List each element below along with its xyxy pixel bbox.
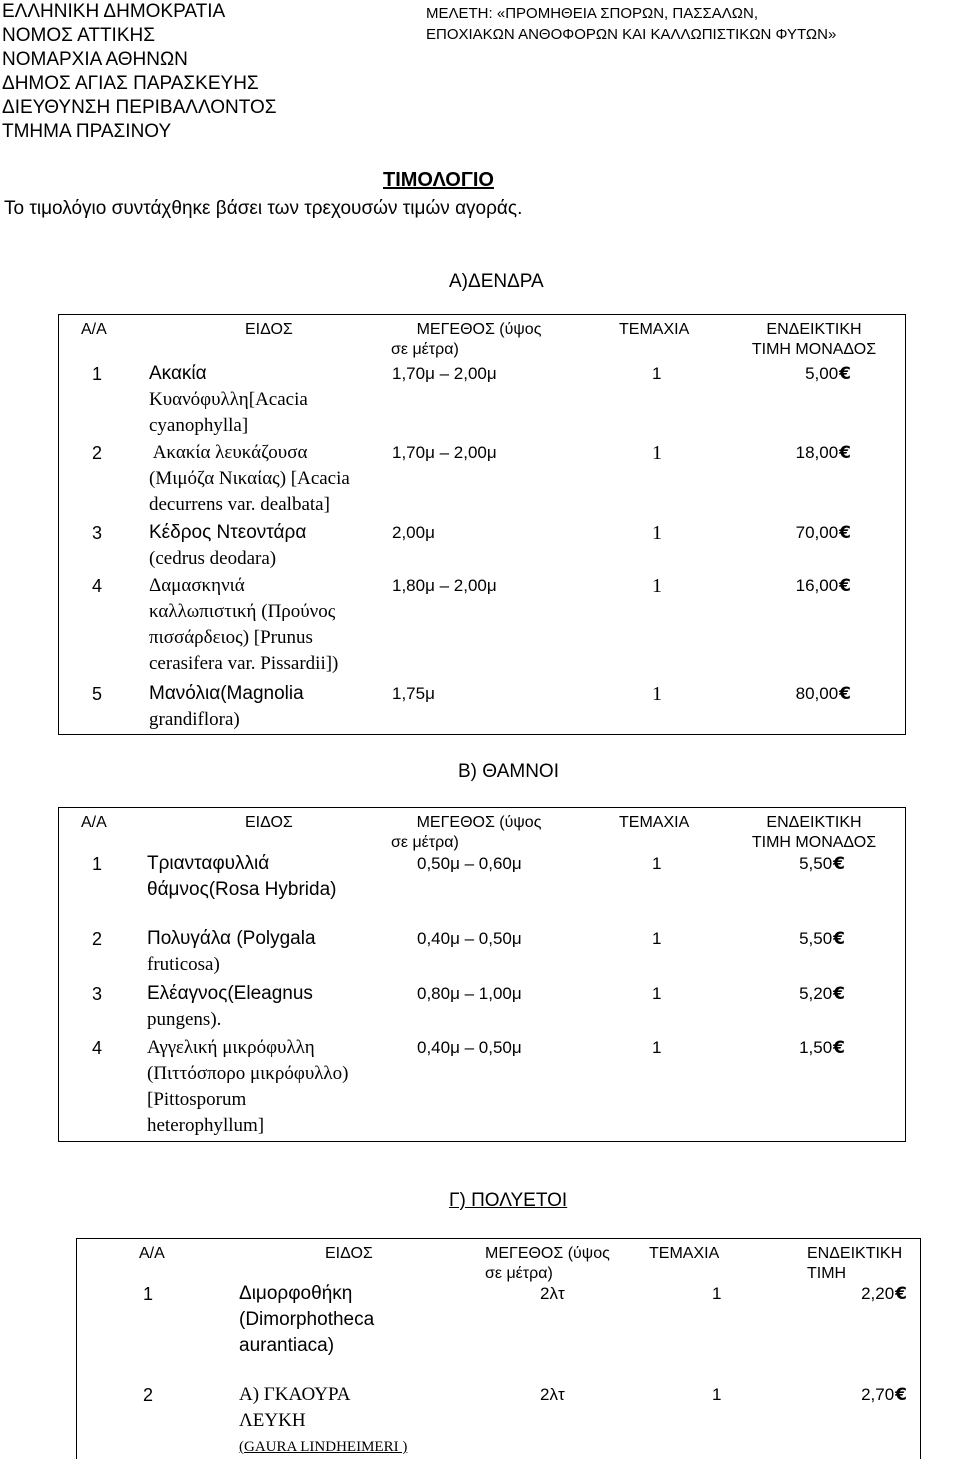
price-value: 18,00: [795, 443, 839, 462]
price-value: 2,70: [861, 1385, 895, 1404]
item-price: [759, 1035, 845, 1061]
item-size: 1,75μ: [392, 684, 435, 703]
study-header: [426, 3, 836, 45]
header-price-line-1: ΕΝΔΕΙΚΤΙΚΗ: [766, 814, 862, 831]
item-size: 0,50μ – 0,60μ: [417, 854, 522, 873]
header-item: ΕΙΔΟΣ: [245, 321, 293, 338]
item-qty: 1: [652, 575, 662, 597]
item-qty: 1: [712, 1284, 722, 1303]
item-name-line: fruticosa): [147, 954, 220, 975]
item-name-line: Τριανταφυλλιά: [147, 853, 270, 874]
item-size: 2,00μ: [392, 523, 435, 542]
header-price-line-1: ΕΝΔΕΙΚΤΙΚΗ: [766, 321, 862, 338]
item-name: [149, 681, 304, 733]
perennials-price-table: [76, 1238, 921, 1459]
document-subtitle: Το τιμολόγιο συντάχθηκε βάσει των τρεχουσών τιμών αγοράς.: [4, 198, 523, 219]
euro-icon: €: [833, 929, 845, 949]
row-number: 4: [92, 576, 103, 596]
study-line-2: ΕΠΟΧΙΑΚΩΝ ΑΝΘΟΦΟΡΩΝ ΚΑΙ ΚΑΛΛΩΠΙΣΤΙΚΩΝ ΦΥΤΩΝ»: [426, 26, 837, 43]
item-size: 1,70μ – 2,00μ: [392, 364, 497, 383]
item-name-line: Κέδρος Ντεοντάρα: [149, 522, 307, 543]
item-price: [759, 681, 851, 707]
header-size-line-1: ΜΕΓΕΘΟΣ (ύψος: [416, 814, 542, 831]
section-c-title: Γ) ΠΟΛΥΕΤΟΙ: [449, 1190, 568, 1211]
header-aa: Α/Α: [81, 814, 107, 831]
item-name-line: cerasifera var. Pissardii]): [149, 653, 339, 674]
item-qty: 1: [652, 442, 662, 464]
header-qty: ΤΕΜΑΧΙΑ: [619, 814, 690, 831]
item-name-line: (Πιττόσπορο μικρόφυλλο): [147, 1063, 349, 1084]
row-number: 4: [92, 1038, 103, 1058]
item-qty: 1: [652, 984, 662, 1003]
item-qty: 1: [652, 854, 662, 873]
shrubs-price-table: [58, 807, 906, 1142]
header-qty: ΤΕΜΑΧΙΑ: [649, 1245, 720, 1262]
item-size: 1,70μ – 2,00μ: [392, 443, 497, 462]
item-name-line: καλλωπιστική (Προύνος: [149, 601, 336, 622]
price-value: 2,20: [861, 1284, 895, 1303]
item-name: [149, 361, 308, 439]
org-line-prefecture-admin: ΝΟΜΑΡΧΙΑ ΑΘΗΝΩΝ: [2, 49, 188, 70]
header-price-line-1: ΕΝΔΕΙΚΤΙΚΗ: [807, 1245, 903, 1262]
org-line-municipality: ΔΗΜΟΣ ΑΓΙΑΣ ΠΑΡΑΣΚΕΥΗΣ: [2, 73, 259, 94]
item-name-line: cyanophylla]: [149, 415, 249, 436]
price-value: 5,50: [799, 854, 833, 873]
header-size-line-2: σε μέτρα): [391, 341, 459, 358]
header-price-line-2: ΤΙΜΗ ΜΟΝΑΔΟΣ: [751, 341, 877, 358]
item-price: [797, 1382, 907, 1408]
org-line-directorate: ΔΙΕΥΘΥΝΣΗ ΠΕΡΙΒΑΛΛΟΝΤΟΣ: [2, 97, 277, 118]
item-name: [147, 851, 336, 903]
item-name-line: (Dimorphotheca: [239, 1309, 375, 1330]
euro-icon: €: [839, 523, 851, 543]
price-value: 5,20: [799, 984, 833, 1003]
item-name-line: Πολυγάλα (Polygala: [147, 928, 316, 949]
item-size: 1,80μ – 2,00μ: [392, 576, 497, 595]
header-aa: Α/Α: [81, 321, 107, 338]
item-qty: 1: [712, 1385, 722, 1404]
item-name: [149, 440, 350, 518]
item-qty: 1: [652, 1038, 662, 1057]
header-size-line-2: σε μέτρα): [485, 1265, 553, 1282]
item-name-line: Διμορφοθήκη: [239, 1283, 353, 1304]
item-qty: 1: [652, 683, 662, 705]
item-name-line: [Pittosporum: [147, 1089, 247, 1110]
item-name-line: ΛΕΥΚΗ: [239, 1410, 306, 1431]
header-size: [389, 813, 569, 853]
euro-icon: €: [833, 1038, 845, 1058]
header-price: [749, 813, 879, 853]
item-name-line: aurantiaca): [239, 1335, 335, 1356]
euro-icon: €: [833, 854, 845, 874]
euro-icon: €: [895, 1385, 907, 1405]
row-number: 1: [143, 1284, 154, 1304]
trees-price-table: [58, 314, 906, 735]
item-size: 2λτ: [540, 1284, 565, 1303]
item-price: [759, 361, 851, 387]
price-value: 16,00: [795, 576, 839, 595]
item-name-line: Ακακία λευκάζουσα: [149, 442, 308, 463]
item-name: [147, 981, 313, 1033]
item-name-line: (GAURA LINDHEIMERI ): [239, 1439, 408, 1455]
item-size: 0,40μ – 0,50μ: [417, 929, 522, 948]
item-name-line: Κυανόφυλλη[Acacia: [149, 389, 308, 410]
item-qty: 1: [652, 929, 662, 948]
header-price-line-2: ΤΙΜΗ: [807, 1265, 847, 1282]
item-name-line: (cedrus deodara): [149, 548, 277, 569]
header-size-line-1: ΜΕΓΕΘΟΣ (ύψος: [485, 1245, 610, 1262]
item-price: [759, 520, 851, 546]
item-name-line: Δαμασκηνιά: [149, 575, 245, 596]
price-value: 80,00: [795, 684, 839, 703]
row-number: 2: [92, 443, 103, 463]
item-price: [759, 926, 845, 952]
price-value: 1,50: [799, 1038, 833, 1057]
item-name-line: Ακακία: [149, 363, 207, 384]
item-name-line: Α) ΓΚΑΟΥΡΑ: [239, 1384, 351, 1405]
item-size: 2λτ: [540, 1385, 565, 1404]
item-name-line: decurrens var. dealbata]: [149, 494, 330, 515]
item-name: [147, 1035, 348, 1139]
header-size-line-2: σε μέτρα): [391, 834, 459, 851]
euro-icon: €: [895, 1284, 907, 1304]
header-qty: ΤΕΜΑΧΙΑ: [619, 321, 690, 338]
item-price: [797, 1281, 907, 1307]
item-name: [147, 926, 316, 978]
price-value: 70,00: [795, 523, 839, 542]
item-price: [759, 981, 845, 1007]
document-title: ΤΙΜΟΛΟΓΙΟ: [383, 169, 494, 191]
euro-icon: €: [839, 576, 851, 596]
item-price: [759, 851, 845, 877]
section-a-title: Α)ΔΕΝΔΡΑ: [449, 271, 544, 292]
org-line-prefecture: ΝΟΜΟΣ ΑΤΤΙΚΗΣ: [2, 25, 155, 46]
header-size: [389, 320, 569, 360]
item-price: [759, 440, 851, 466]
item-name-line: Αγγελική μικρόφυλλη: [147, 1037, 315, 1058]
row-number: 1: [92, 364, 103, 384]
item-name-line: θάμνος(Rosa Hybrida): [147, 879, 337, 900]
row-number: 5: [92, 684, 103, 704]
item-qty: 1: [652, 522, 662, 544]
section-b-title: Β) ΘΑΜΝΟΙ: [458, 761, 559, 782]
item-size: 0,80μ – 1,00μ: [417, 984, 522, 1003]
header-price-line-2: ΤΙΜΗ ΜΟΝΑΔΟΣ: [751, 834, 877, 851]
euro-icon: €: [833, 984, 845, 1004]
item-qty: 1: [652, 364, 662, 383]
header-size: [485, 1244, 645, 1284]
item-name-line: Μανόλια(Magnolia: [149, 683, 304, 704]
header-price: [749, 320, 879, 360]
item-name: [239, 1382, 407, 1459]
item-name-line: (Μιμόζα Νικαίας) [Acacia: [149, 468, 350, 489]
header-item: ΕΙΔΟΣ: [325, 1245, 373, 1262]
study-line-1: ΜΕΛΕΤΗ: «ΠΡΟΜΗΘΕΙΑ ΣΠΟΡΩΝ, ΠΑΣΣΑΛΩΝ,: [426, 5, 758, 22]
item-price: [759, 573, 851, 599]
euro-icon: €: [839, 684, 851, 704]
item-name-line: pungens).: [147, 1009, 222, 1030]
organization-header: [2, 0, 277, 144]
item-name-line: πισσάρδειος) [Prunus: [149, 627, 313, 648]
row-number: 2: [143, 1385, 154, 1405]
header-price: [807, 1244, 902, 1284]
price-value: 5,50: [799, 929, 833, 948]
header-item: ΕΙΔΟΣ: [245, 814, 293, 831]
item-name: [239, 1281, 374, 1359]
item-size: 0,40μ – 0,50μ: [417, 1038, 522, 1057]
euro-icon: €: [839, 443, 851, 463]
row-number: 1: [92, 854, 103, 874]
row-number: 2: [92, 929, 103, 949]
item-name-line: grandiflora): [149, 709, 240, 730]
price-value: 5,00: [805, 364, 839, 383]
header-aa: Α/Α: [139, 1245, 165, 1262]
item-name: [149, 573, 338, 677]
header-size-line-1: ΜΕΓΕΘΟΣ (ύψος: [416, 321, 542, 338]
item-name: [149, 520, 306, 572]
item-name-line: Ελέαγνος(Eleagnus: [147, 983, 313, 1004]
row-number: 3: [92, 984, 103, 1004]
row-number: 3: [92, 523, 103, 543]
euro-icon: €: [839, 364, 851, 384]
item-name-line: heterophyllum]: [147, 1115, 265, 1136]
org-line-department: ΤΜΗΜΑ ΠΡΑΣΙΝΟΥ: [2, 121, 172, 142]
org-line-country: ΕΛΛΗΝΙΚΗ ΔΗΜΟΚΡΑΤΙΑ: [2, 1, 226, 22]
